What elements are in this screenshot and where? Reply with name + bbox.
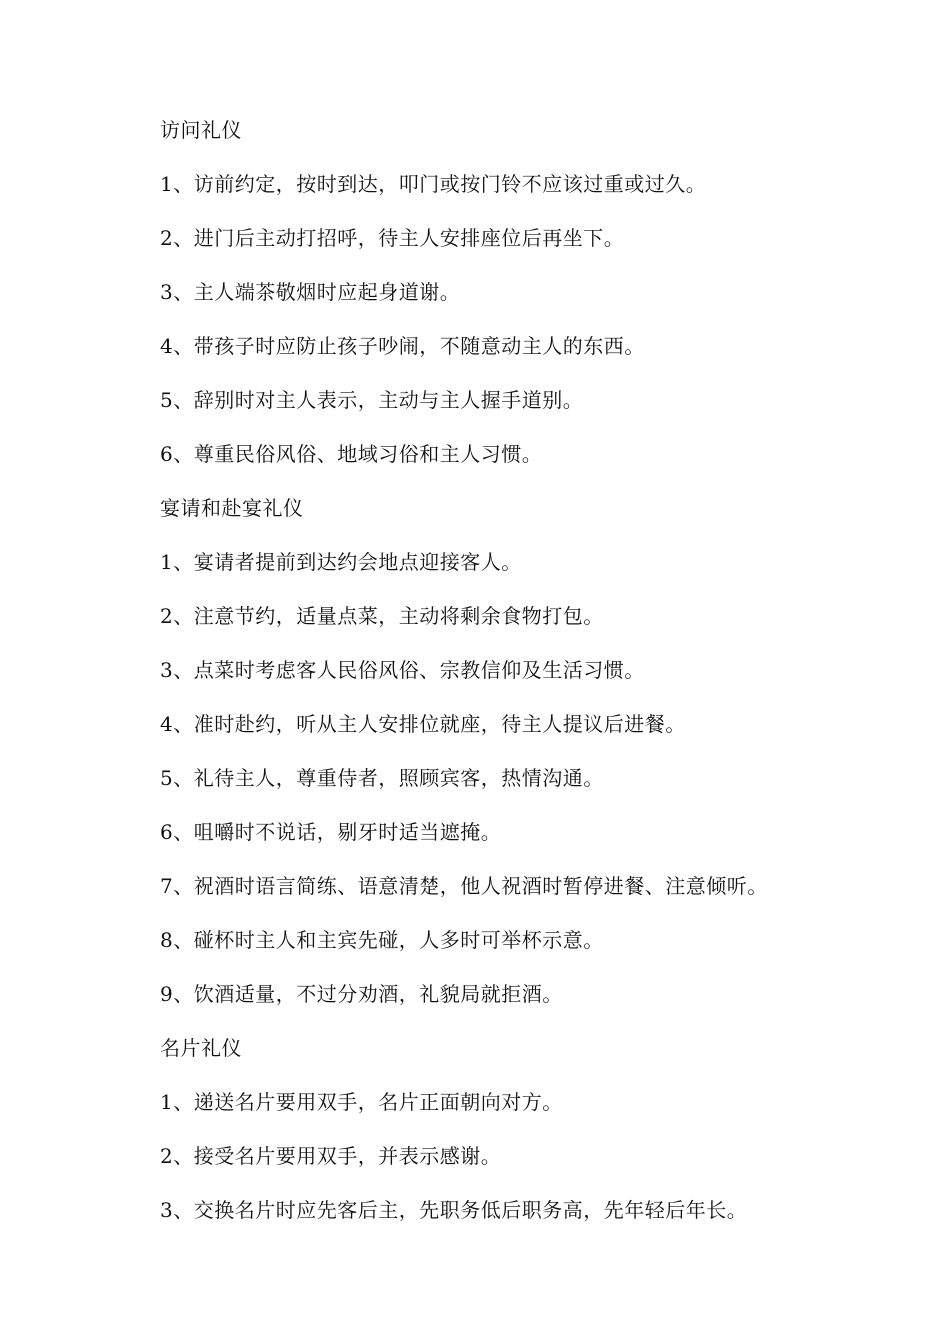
section-heading-visit: 访问礼仪 — [160, 118, 242, 142]
list-item: 8、碰杯时主人和主宾先碰，人多时可举杯示意。 — [160, 928, 604, 952]
list-item: 4、带孩子时应防止孩子吵闹，不随意动主人的东西。 — [160, 334, 645, 358]
list-item: 1、访前约定，按时到达，叩门或按门铃不应该过重或过久。 — [160, 172, 707, 196]
list-item: 5、辞别时对主人表示，主动与主人握手道别。 — [160, 388, 584, 412]
list-item: 3、点菜时考虑客人民俗风俗、宗教信仰及生活习惯。 — [160, 658, 645, 682]
list-item: 1、递送名片要用双手，名片正面朝向对方。 — [160, 1090, 563, 1114]
list-item: 2、进门后主动打招呼，待主人安排座位后再坐下。 — [160, 226, 625, 250]
section-heading-business-card: 名片礼仪 — [160, 1036, 242, 1060]
list-item: 3、主人端茶敬烟时应起身道谢。 — [160, 280, 461, 304]
list-item: 7、祝酒时语言简练、语意清楚，他人祝酒时暂停进餐、注意倾听。 — [160, 874, 768, 898]
list-item: 5、礼待主人，尊重侍者，照顾宾客，热情沟通。 — [160, 766, 604, 790]
list-item: 4、准时赴约，听从主人安排位就座，待主人提议后进餐。 — [160, 712, 686, 736]
list-item: 2、接受名片要用双手，并表示感谢。 — [160, 1144, 502, 1168]
list-item: 6、尊重民俗风俗、地域习俗和主人习惯。 — [160, 442, 543, 466]
section-heading-banquet: 宴请和赴宴礼仪 — [160, 496, 304, 520]
list-item: 3、交换名片时应先客后主，先职务低后职务高，先年轻后年长。 — [160, 1198, 748, 1222]
list-item: 1、宴请者提前到达约会地点迎接客人。 — [160, 550, 522, 574]
list-item: 9、饮酒适量，不过分劝酒，礼貌局就拒酒。 — [160, 982, 563, 1006]
list-item: 6、咀嚼时不说话，剔牙时适当遮掩。 — [160, 820, 502, 844]
list-item: 2、注意节约，适量点菜，主动将剩余食物打包。 — [160, 604, 604, 628]
